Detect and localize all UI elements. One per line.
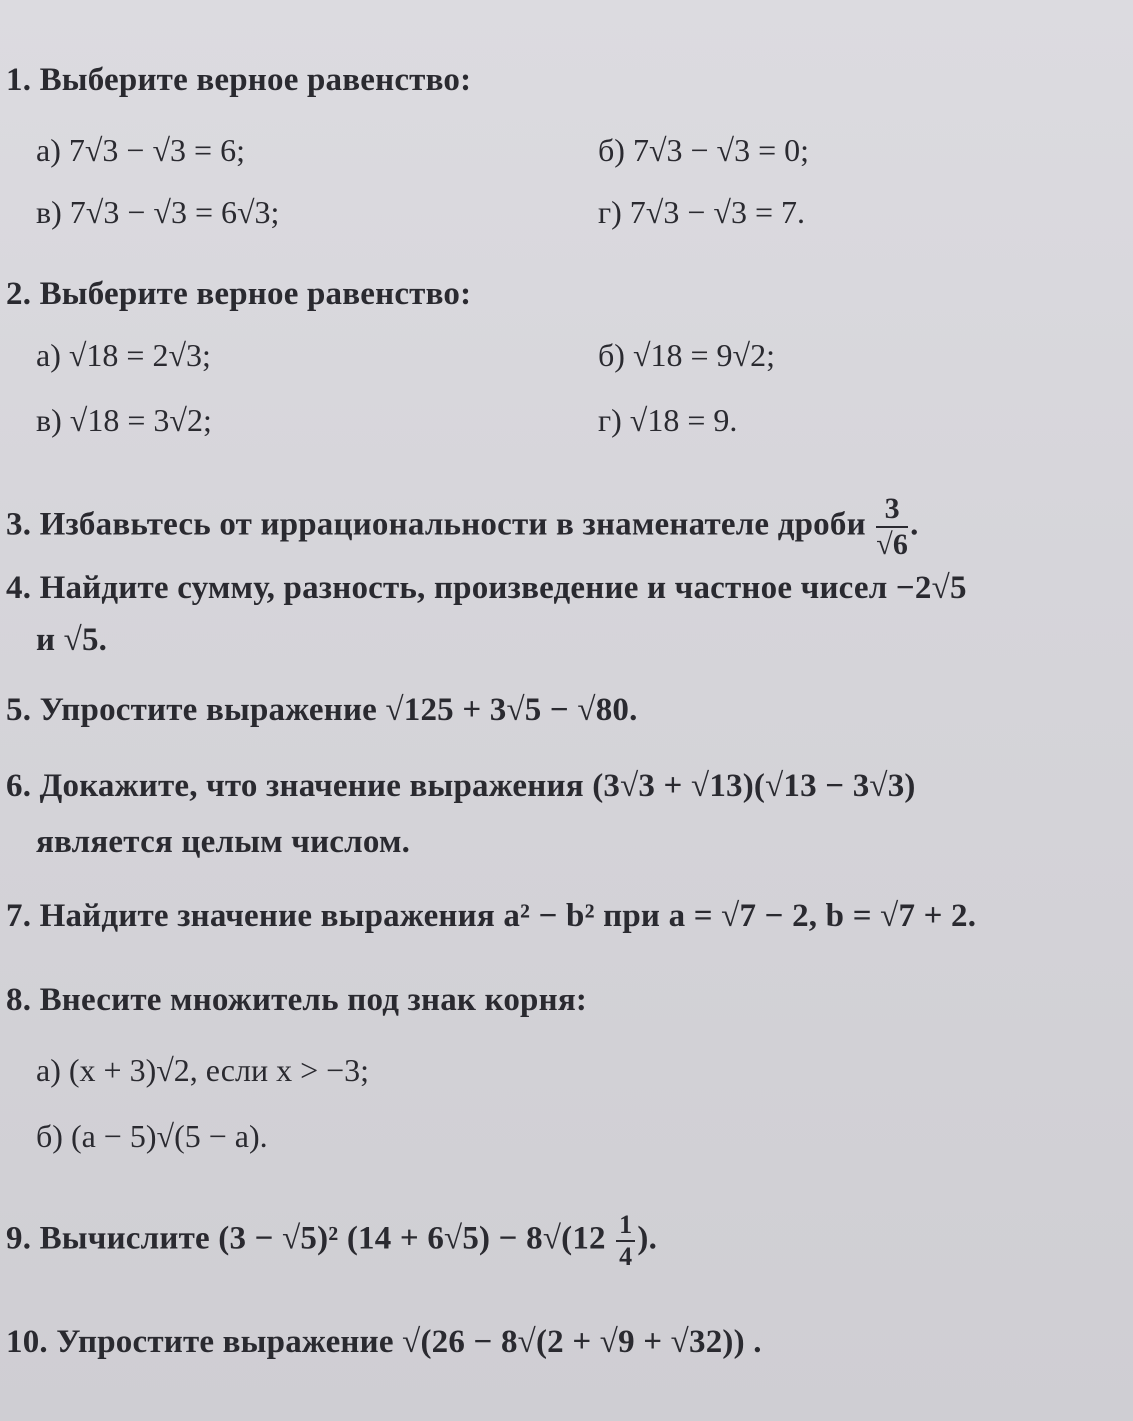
task-9-numerator: 1: [616, 1212, 635, 1242]
task-7: 7. Найдите значение выражения a² − b² при a = √7 − 2, b = √7 + 2.: [6, 898, 977, 934]
task-3-numerator: 3: [876, 494, 908, 528]
task-8-header: 8. Внесите множитель под знак корня:: [6, 982, 588, 1018]
task-8-option-b: б) (a − 5)√(5 − a).: [36, 1118, 268, 1154]
task-6-line-1: 6. Докажите, что значение выражения (3√3 + √13)(√13 − 3√3): [6, 768, 916, 804]
task-9-end: ).: [637, 1220, 658, 1257]
task-3-fraction: [876, 494, 908, 560]
task-4-line-2: и √5.: [36, 622, 108, 658]
task-9-text: 9. Вычислите (3 − √5)² (14 + 6√5) − 8√(12: [6, 1220, 606, 1257]
task-1-option-g: г) 7√3 − √3 = 7.: [598, 194, 805, 230]
task-3-end: .: [910, 506, 919, 543]
task-3-denominator: √6: [876, 528, 909, 561]
task-2-header: 2. Выберите верное равенство:: [6, 276, 472, 312]
task-4-line-1: 4. Найдите сумму, разность, произведение и частное чисел −2√5: [6, 570, 967, 606]
task-9-fraction: [616, 1212, 635, 1270]
task-8-option-a: а) (x + 3)√2, если x > −3;: [36, 1052, 370, 1088]
task-1-option-a: а) 7√3 − √3 = 6;: [36, 132, 245, 168]
task-3-text: 3. Избавьтесь от иррациональности в знаменателе дроби: [6, 506, 866, 543]
task-2-option-a: а) √18 = 2√3;: [36, 337, 211, 373]
task-2-option-g: г) √18 = 9.: [598, 402, 738, 438]
task-2-option-v: в) √18 = 3√2;: [36, 402, 212, 438]
task-3: [6, 494, 919, 560]
task-2-option-b: б) √18 = 9√2;: [598, 337, 775, 373]
task-1-option-b: б) 7√3 − √3 = 0;: [598, 132, 810, 168]
task-5: 5. Упростите выражение √125 + 3√5 − √80.: [6, 692, 638, 728]
task-9: [6, 1212, 657, 1270]
task-1-header: 1. Выберите верное равенство:: [6, 62, 472, 98]
task-9-denominator: 4: [619, 1242, 633, 1271]
task-1-option-v: в) 7√3 − √3 = 6√3;: [36, 194, 280, 230]
task-6-line-2: является целым числом.: [36, 824, 411, 860]
task-10: 10. Упростите выражение √(26 − 8√(2 + √9 + √32)) .: [6, 1324, 762, 1360]
